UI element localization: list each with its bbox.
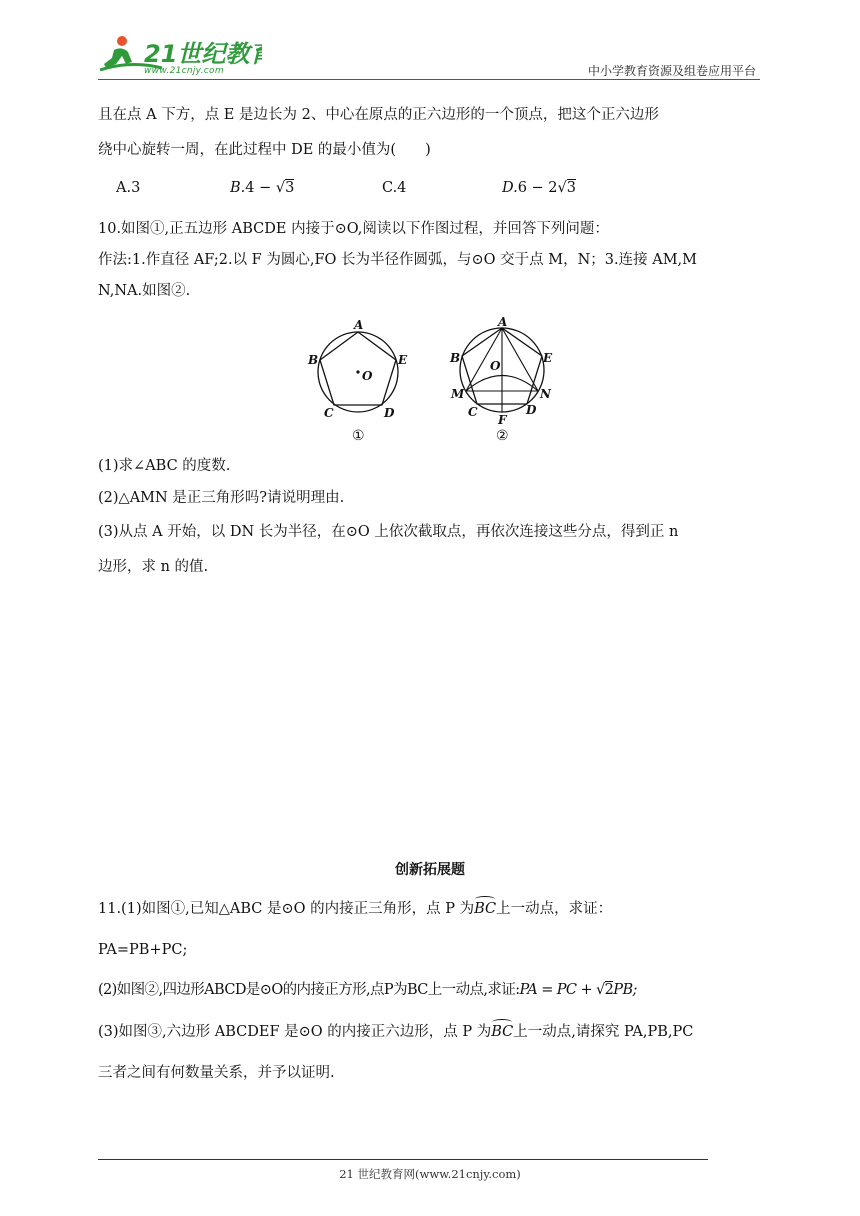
q9-line-2: 绕中心旋转一周，在此过程中 DE 的最小值为( )	[98, 142, 431, 158]
fig2-label-b: B	[450, 351, 461, 365]
q11-p3-post: 上一动点,请探究 PA,PB,PC	[513, 1024, 694, 1040]
fig2-label-a: A	[498, 315, 508, 329]
q9-option-d	[502, 178, 576, 198]
figure-1	[307, 318, 408, 444]
q11-p2-plus: +	[576, 982, 596, 998]
fig2-label-d: D	[526, 403, 537, 417]
q11-p1-post: 上一动点，求证：	[496, 901, 613, 917]
fig2-label-n: N	[540, 387, 551, 401]
logo-text: 21世纪教育	[144, 40, 262, 68]
q9-option-b-label: B.	[230, 180, 246, 196]
header-rule	[98, 79, 760, 80]
q10-sub-1: (1)求∠ABC 的度数.	[98, 458, 231, 474]
q11-p2-root: 2	[604, 982, 614, 998]
fig1-caption: ①	[352, 428, 365, 444]
q11-p2-pa: PA	[519, 982, 538, 998]
q11-p2-eq: =	[537, 982, 557, 998]
fig2-label-m: M	[451, 387, 465, 401]
q9-option-b-root: 3	[285, 180, 295, 196]
q11-part-2	[98, 980, 637, 1000]
q11-p2-pre: (2)如图②,四边形ABCD是⊙O的内接正方形,点P为BC上一动点,求证:	[98, 982, 520, 998]
fig2-label-c: C	[468, 405, 478, 419]
q10-figures	[300, 314, 570, 446]
fig1-label-b: B	[308, 353, 319, 367]
figure-2	[449, 315, 553, 444]
q9-option-b-num: 4 −	[245, 180, 276, 196]
q11-p2-end: ;	[632, 982, 637, 998]
q9-option-d-root: 3	[566, 180, 577, 196]
q11-part-3-line-2: 三者之间有何数量关系，并予以证明.	[98, 1065, 335, 1081]
fig1-label-d: D	[384, 406, 395, 420]
q11-p2-pc: PC	[556, 982, 577, 998]
header-tagline: 中小学教育资源及组卷应用平台	[587, 64, 756, 78]
q9-option-b	[230, 178, 294, 198]
q11-p2-pb: PB	[613, 982, 633, 998]
fig2-label-e: E	[543, 351, 553, 365]
q10-sub-2: (2)△AMN 是正三角形吗?请说明理由.	[98, 490, 345, 506]
q11-p3-pre: (3)如图③,六边形 ABCDEF 是⊙O 的内接正六边形，点 P 为	[98, 1024, 492, 1040]
fig2-label-o: O	[490, 359, 501, 373]
q11-part-1-line-2: PA=PB+PC;	[98, 942, 188, 958]
footer-link[interactable]: 21 世纪教育网(www.21cnjy.com)	[339, 1167, 521, 1181]
section-title: 创新拓展题	[395, 862, 465, 878]
q10-sub-3-line-1: (3)从点 A 开始，以 DN 长为半径，在⊙O 上依次截取点，再依次连接这些分点，得到正 n	[98, 524, 679, 540]
fig1-label-a: A	[354, 318, 364, 332]
q9-option-c: C.4	[382, 180, 407, 196]
q11-part-3-line-1	[98, 1022, 693, 1042]
q10-line-1: 10.如图①,正五边形 ABCDE 内接于⊙O,阅读以下作图过程，并回答下列问题：	[98, 221, 609, 237]
q9-option-d-label: D.	[502, 180, 518, 196]
q11-p3-arc: BC	[491, 1024, 514, 1040]
q11-p1-arc: BC	[474, 901, 497, 917]
fig1-label-o: O	[362, 369, 373, 383]
fig2-caption: ②	[496, 428, 509, 444]
sqrt-sign: √	[275, 180, 286, 196]
q10-sub-3-line-2: 边形，求 n 的值.	[98, 559, 209, 575]
q10-line-3: N,NA.如图②.	[98, 283, 191, 299]
fig1-label-c: C	[324, 406, 334, 420]
q9-line-1: 且在点 A 下方，点 E 是边长为 2、中心在原点的正六边形的一个顶点，把这个正六边形	[98, 107, 659, 123]
footer-rule	[98, 1159, 708, 1160]
fig1-label-e: E	[398, 353, 408, 367]
q9-option-d-num: 6 − 2	[517, 180, 558, 196]
q11-p1-pre: 11.(1)如图①,已知△ABC 是⊙O 的内接正三角形，点 P 为	[98, 901, 475, 917]
q11-part-1-line-1	[98, 899, 612, 919]
fig2-label-f: F	[498, 413, 507, 427]
q9-option-a: A.3	[116, 180, 141, 196]
sqrt-sign: √	[596, 982, 605, 998]
logo-subtitle: www.21cnjy.com	[144, 66, 224, 76]
q10-line-2: 作法:1.作直径 AF;2.以 F 为圆心,FO 长为半径作圆弧，与⊙O 交于点 M，N；3.连接 AM,M	[98, 252, 698, 268]
sqrt-sign: √	[557, 180, 567, 196]
